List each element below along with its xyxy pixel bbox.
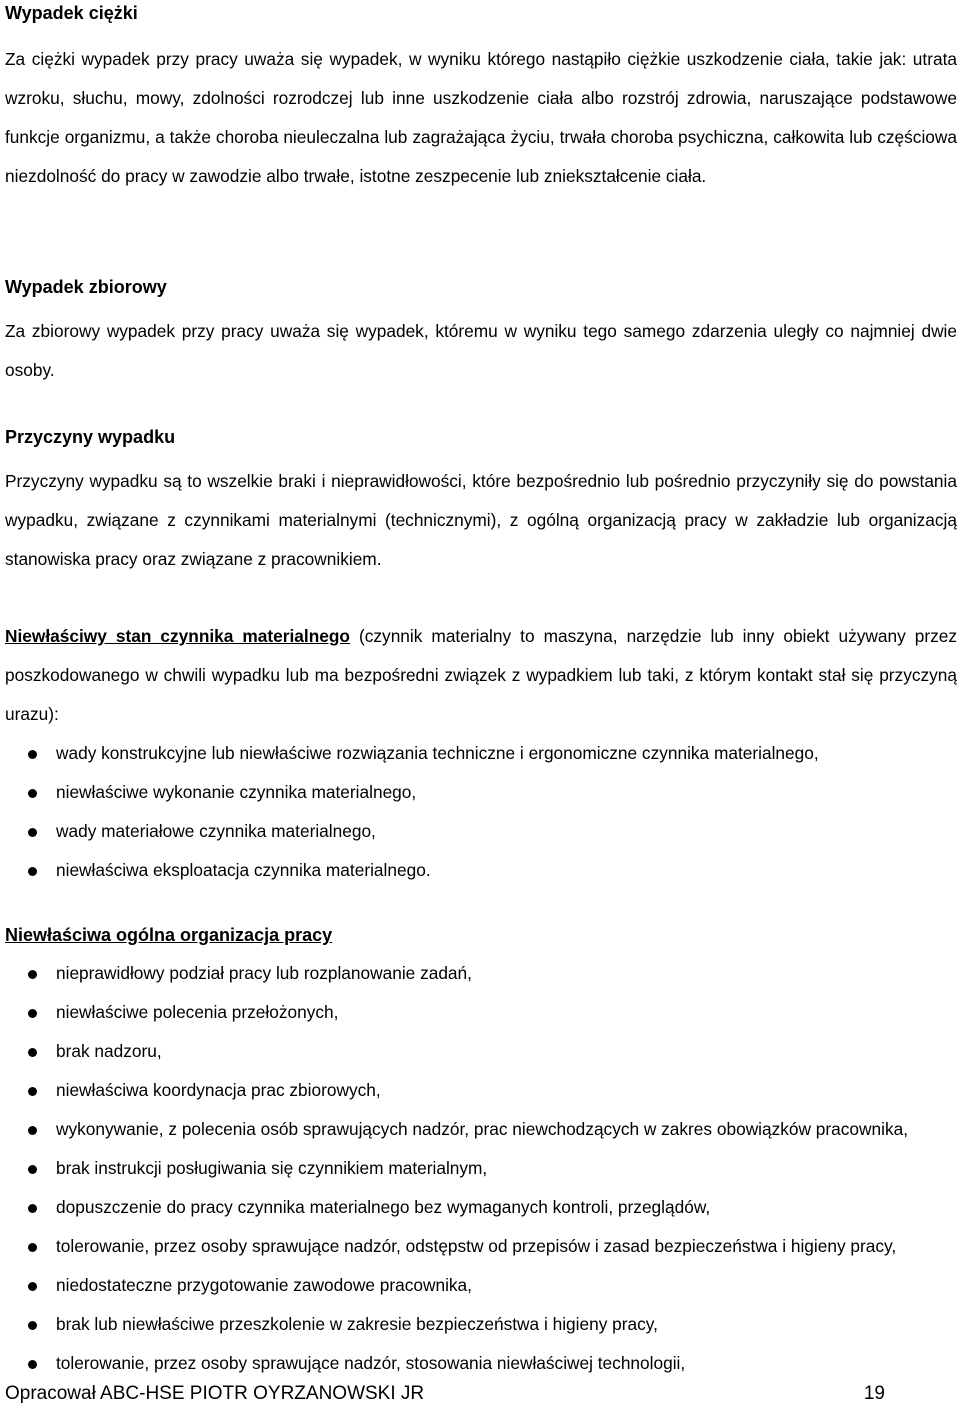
- list-item: brak instrukcji posługiwania się czynnikiem materialnym,: [5, 1149, 957, 1188]
- page-footer: [5, 1382, 885, 1406]
- bullet-icon: [28, 1009, 37, 1018]
- bullet-icon: [28, 1048, 37, 1057]
- bullet-icon: [28, 970, 37, 979]
- bullet-icon: [28, 1360, 37, 1369]
- bullet-icon: [28, 1282, 37, 1291]
- list-item: wady konstrukcyjne lub niewłaściwe rozwiązania techniczne i ergonomiczne czynnika materialnego,: [5, 734, 957, 773]
- list-item: brak lub niewłaściwe przeszkolenie w zakresie bezpieczeństwa i higieny pracy,: [5, 1305, 957, 1344]
- list-item: nieprawidłowy podział pracy lub rozplanowanie zadań,: [5, 954, 957, 993]
- section-heading-czynnik: Niewłaściwy stan czynnika materialnego: [5, 626, 350, 646]
- bullet-icon: [28, 1204, 37, 1213]
- section-body-zbiorowy: Za zbiorowy wypadek przy pracy uważa się wypadek, któremu w wyniku tego samego zdarzenia uległy co najmniej dwie osoby.: [5, 321, 957, 380]
- list-item: dopuszczenie do pracy czynnika materialnego bez wymaganych kontroli, przeglądów,: [5, 1188, 957, 1227]
- document-page: [5, 0, 957, 1383]
- list-item: niewłaściwe wykonanie czynnika materialnego,: [5, 773, 957, 812]
- list-item: niedostateczne przygotowanie zawodowe pracownika,: [5, 1266, 957, 1305]
- organizacja-list: [5, 954, 957, 1383]
- list-item: wady materiałowe czynnika materialnego,: [5, 812, 957, 851]
- list-item: tolerowanie, przez osoby sprawujące nadzór, odstępstw od przepisów i zasad bezpieczeństwa i higieny pracy,: [5, 1227, 957, 1266]
- czynnik-list: [5, 734, 957, 890]
- bullet-icon: [28, 1087, 37, 1096]
- section-body-czynnik: (czynnik materialny to maszyna, narzędzie lub inny obiekt używany przez poszkodowanego w chwili wypadku lub ma bezpośredni związek z wypadkiem lub taki, z którym kontakt stał się przyczyną urazu):: [5, 626, 957, 724]
- list-item: tolerowanie, przez osoby sprawujące nadzór, stosowania niewłaściwej technologii,: [5, 1344, 957, 1383]
- bullet-icon: [28, 1126, 37, 1135]
- bullet-icon: [28, 828, 37, 837]
- bullet-icon: [28, 1165, 37, 1174]
- bullet-icon: [28, 1243, 37, 1252]
- bullet-icon: [28, 789, 37, 798]
- footer-author: Opracował ABC-HSE PIOTR OYRZANOWSKI JR: [5, 1383, 425, 1404]
- section-heading-ciezki: Wypadek ciężki: [5, 3, 138, 23]
- section-body-ciezki: Za ciężki wypadek przy pracy uważa się wypadek, w wyniku którego nastąpiło ciężkie uszkodzenie ciała, takie jak: utrata wzroku, słuchu, mowy, zdolności rozrodczej lub inne uszkodzenie ciała albo rozstrój zdrowia, naruszające podstawowe funkcje organizmu, a także choroba nieuleczalna lub zagrażająca życiu, trwała choroba psychiczna, całkowita lub częściowa niezdolność do pracy w zawodzie albo trwałe, istotne zeszpecenie lub zniekształcenie ciała.: [5, 49, 957, 186]
- section-heading-przyczyny: Przyczyny wypadku: [5, 427, 176, 447]
- bullet-icon: [28, 750, 37, 759]
- list-item: brak nadzoru,: [5, 1032, 957, 1071]
- section-czynnik-paragraph: [5, 617, 957, 734]
- section-heading-organizacja: Niewłaściwa ogólna organizacja pracy: [5, 925, 333, 945]
- section-heading-zbiorowy: Wypadek zbiorowy: [5, 277, 167, 297]
- list-item: niewłaściwa koordynacja prac zbiorowych,: [5, 1071, 957, 1110]
- list-item: niewłaściwa eksploatacja czynnika materialnego.: [5, 851, 957, 890]
- bullet-icon: [28, 867, 37, 876]
- page-number: 19: [863, 1383, 885, 1404]
- section-body-przyczyny: Przyczyny wypadku są to wszelkie braki i nieprawidłowości, które bezpośrednio lub pośrednio przyczyniły się do powstania wypadku, związane z czynnikami materialnymi (technicznymi), z ogólną organizacją pracy w zakładzie lub organizacją stanowiska pracy oraz związane z pracownikiem.: [5, 471, 957, 569]
- list-item: wykonywanie, z polecenia osób sprawujących nadzór, prac niewchodzących w zakres obowiązków pracownika,: [5, 1110, 957, 1149]
- bullet-icon: [28, 1321, 37, 1330]
- list-item: niewłaściwe polecenia przełożonych,: [5, 993, 957, 1032]
